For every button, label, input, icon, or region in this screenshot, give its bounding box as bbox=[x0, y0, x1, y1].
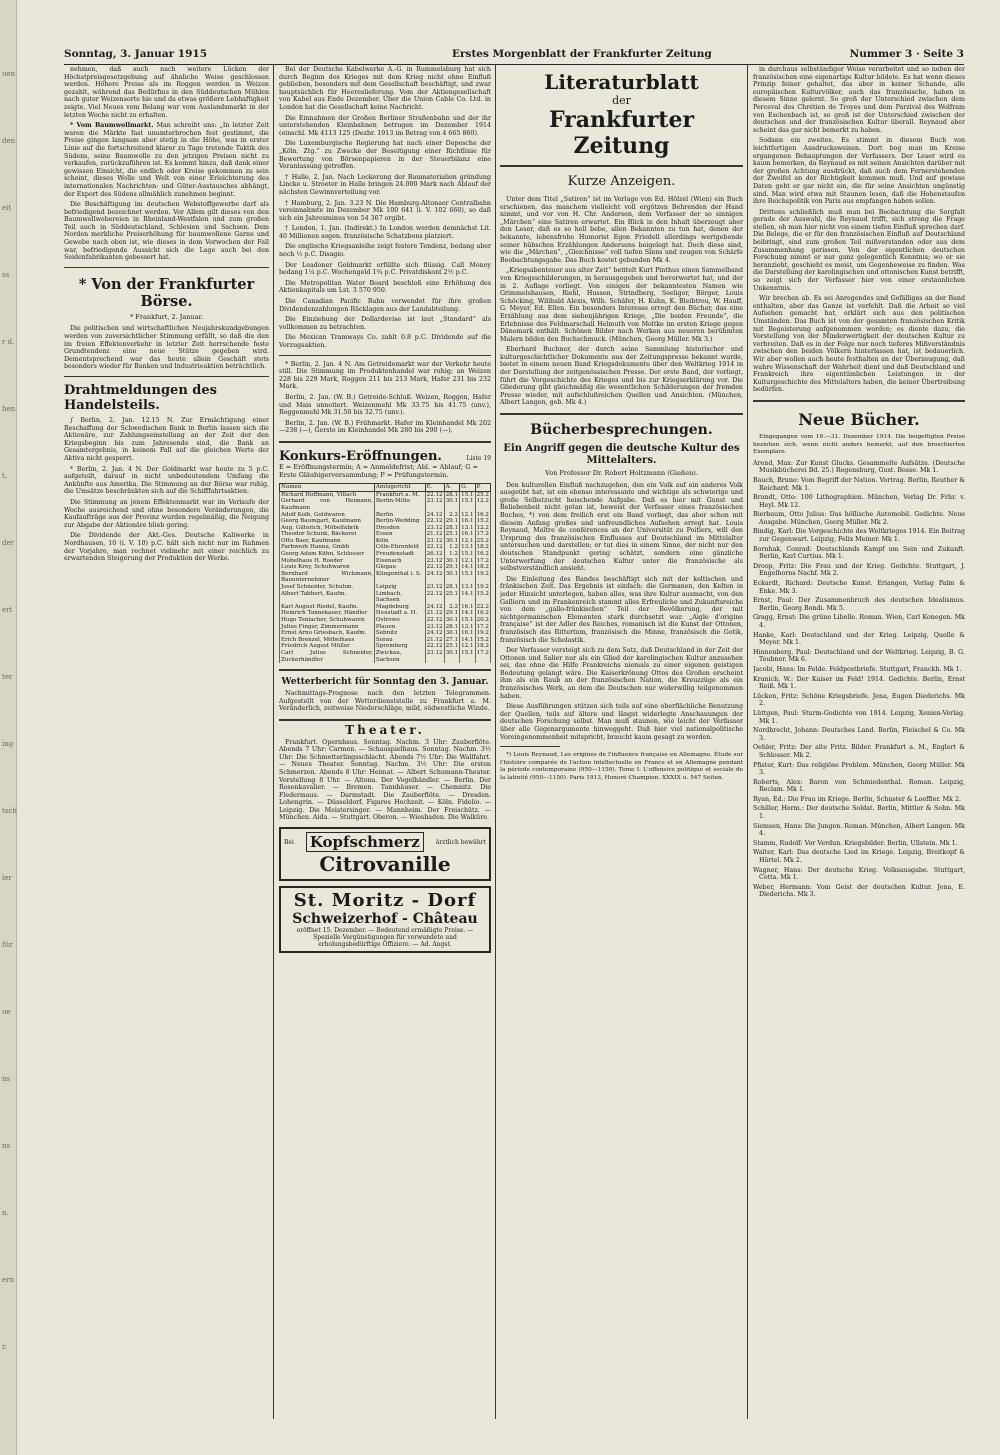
article-text: Bei der Deutsche Kabelwerke A.-G. in Rummelsburg hat sich durch Beginn des Krieges mit dem Krieg nicht ohne Einfluß geblieben, besonders mit dem Gesellschaft beschäftigt, und zwar hauptsächlich für Heereslieferung. Vom der Aktiengesellschaft von Kabel aus Ende Dezember. Über die Union Cable Co. Ltd. in London hat die Gesellschaft keine Nachricht. bbox=[279, 66, 491, 111]
ad-headline: St. Moritz - Dorf bbox=[293, 890, 477, 912]
header-masthead: Erstes Morgenblatt der Frankfurter Zeitung bbox=[452, 48, 712, 60]
section-heading-konkurse: Konkurs-Eröffnungen. bbox=[279, 448, 442, 464]
table-cell: Ernst Arno Griesbach, Kaufm. bbox=[280, 630, 375, 637]
article-text: Berlin, 2. Jan. (W. B.) Frühmarkt. Hafer im Kleinhandel Mk 202—238 (—), Gerste im Kleinhandel Mk 280 bis 290 (—). bbox=[279, 419, 491, 435]
table-cell: Bernhard Wickmann, Bauunternehmer bbox=[281, 570, 373, 584]
table-cell: 14.1 bbox=[461, 610, 474, 617]
table-row bbox=[280, 498, 491, 511]
list-item: Ernst, Paul: Der Zusammenbruch des deutschen Idealismus. Berlin, Georg Bondi. Mk 5. bbox=[753, 597, 965, 612]
table-cell: 14.1 bbox=[461, 564, 474, 571]
table-cell: Berlin-Wedding bbox=[374, 518, 425, 525]
table-cell: 12.1 bbox=[461, 643, 474, 650]
column-literaturblatt bbox=[500, 66, 743, 1416]
article-text: Die Einleitung des Bandes beschäftigt sich mit der keltischen und fränkischen Zeit. Das Ergebnis ist einfach: die Germanen, den Kelten in jeder Hinsicht unterlegen, haben alles, was ihre Kultur ausmacht, von den Galliern und im Frankenreich stammt alles Erfreuliche und Zukunftsreiche von dem „gallo-fränkischen“ Teil der Bevölkerung, der mit nichtgermanischen Elementen stark durchsetzt war. „Aigle d'origine française“ ist der Adler des Reiches, romanisch ist die Kunst der Ottonen, französisch das Rittertum, französisch die Minne, französisch die Gotik, französisch die Scholastik. bbox=[500, 575, 743, 644]
table-cell: Eisenach bbox=[374, 558, 425, 565]
article-text: Die englische Kriegsanleihe zeigt festere Tendenz, bedang aber noch ½ p.C. Disagio. bbox=[279, 243, 491, 259]
list-item: Bierbaum, Otto Julius: Das höllische Automobil. Gedichte. Neue Ausgabe. München, Georg Müller. Mk 2. bbox=[753, 511, 965, 526]
table-cell: 15.1 bbox=[461, 617, 474, 623]
strip-fragment: ing bbox=[2, 740, 14, 748]
table-cell: 12.2 bbox=[475, 498, 490, 511]
table-cell: 23.12 bbox=[426, 537, 443, 544]
table-row bbox=[280, 512, 491, 519]
table-cell: Plauen bbox=[374, 624, 425, 631]
strip-fragment: ss bbox=[2, 271, 10, 279]
list-item: Gragg, Ernst: Die grüne Libelle. Roman. Wien, Carl Konegen. Mk 4. bbox=[753, 614, 965, 629]
table-cell: Richard Hoffmann, Villach bbox=[280, 491, 375, 498]
table-cell: 24.12 bbox=[426, 603, 443, 610]
table-cell: Mobelhaus H. Roeder bbox=[280, 558, 375, 565]
konkurse-table bbox=[279, 483, 491, 663]
table-cell: 15.1 bbox=[461, 491, 474, 498]
table-cell: 22.12 bbox=[425, 591, 444, 604]
strip-fragment: r. bbox=[2, 1343, 7, 1351]
table-cell: Klingenthal i. S. bbox=[374, 571, 425, 584]
table-cell: 21.12 bbox=[426, 531, 443, 538]
table-cell: Friedrich August Müller bbox=[280, 643, 375, 650]
table-cell: 29.1 bbox=[445, 518, 459, 525]
article-text: Berlin, 2. Jan. (W. B.) Getreide-Schluß. Weizen, Roggen, Hafer und Mais unnotiert. Weizenmehl Mk 33.75 bis 41.75 (unv.), Roggenmehl Mk 31.50 bis 32.75 (unv.). bbox=[279, 393, 491, 417]
book-list bbox=[753, 460, 965, 899]
article-heading: * Vom Baumwollmarkt. bbox=[70, 122, 154, 130]
divider bbox=[753, 400, 965, 402]
table-cell: 27.1 bbox=[445, 636, 459, 643]
table-cell: 29.1 bbox=[445, 564, 459, 571]
table-cell: 26.12 bbox=[426, 551, 443, 558]
table-header-cell: Amtsgericht bbox=[374, 484, 425, 492]
table-cell: 14.1 bbox=[460, 591, 475, 604]
table-cell: Magdeburg bbox=[374, 604, 425, 611]
divider bbox=[500, 413, 743, 415]
table-cell: 15.1 bbox=[460, 498, 475, 511]
section-heading-boerse: * Von der Frankfurter Börse. bbox=[78, 275, 255, 310]
list-item: Nordbrecht, Johann: Deutsches Land. Berlin, Fleischel & Co. Mk 3. bbox=[753, 727, 965, 742]
divider bbox=[279, 719, 491, 721]
table-cell: 16.1 bbox=[461, 531, 474, 538]
table-cell: Albert Tabbert, Kaufm. bbox=[280, 591, 375, 604]
table-cell: 30.1 bbox=[445, 630, 459, 637]
review-text: Unter dem Titel „Satiren“ ist im Verlage von Ed. Hölzel (Wien) ein Buch erschienen, das manchem vielleicht voll ergötzen Behrenden der Hand nimmt, und vor von H. Chr. Andersen, dem Verfasser der so sinnigen „Märchen“ eine Satiren erwartet. Ein Blick in den Inhalt überzeugt aber den Leser, daß es so hell bebe, allen Bekannten zu tun hat, denen der bekannte, lebensfrohe Humorist Egon Friedell allerdings wertgebende seiner hübschen Erzählungen Andersens beigelegt hat. Doch diese sind, wie die „Märchen“, „Gleichnisse“ voll tiefen Sinns und zeugen von Schärfe Beobachtungsgabe. Das Buch kostet gebunden Mk 4. bbox=[500, 196, 743, 264]
article-text: Den kulturellen Einfluß nachzugehen, den ein Volk auf ein anderes Volk ausgeübt hat, ist ein ebenso interessante und wichtige als schwierige und große Selbstzucht heischende Aufgabe. Daß es hier mit Gunst und Beliebenheit nicht getan ist, beweist der Verfasser eines französischen Buches, *) von dem freilich erst ein Band vorliegt, das aber schon mit diesem Anfang großes und unfreundliches Aufsehen erregt hat. Louis Reynaud, Maître de conférences an der Universität zu Poitiers, will den Ursprung des französischen Einflusses auf Deutschland im Mittelalter untersuchen und darstellen; er tut dies in einem Sinne, der nicht nur den deutschen Standpunkt gering schätzt, sondern eine gänzliche Unterwerfung der deutschen Kultur unter die französische als selbstverständlich ansieht. bbox=[500, 481, 743, 573]
list-item: Eckardt, Richard: Deutsche Kunst. Erlangen, Verlag Palm & Enke. Mk 3. bbox=[753, 580, 965, 595]
table-cell: Hugo Tenlacher, Schuhwaren bbox=[280, 617, 375, 624]
table-row bbox=[280, 551, 491, 558]
table-row bbox=[280, 558, 491, 565]
table-cell: 15.1 bbox=[460, 650, 475, 663]
divider bbox=[279, 669, 491, 671]
table-cell: 22.12 bbox=[426, 643, 443, 650]
table-cell: 24.12 bbox=[425, 571, 444, 584]
column-rule bbox=[495, 64, 496, 1419]
table-cell: 23.12 bbox=[426, 557, 443, 564]
article-text: Drittens schließlich muß man bei Beobachtung die Sorgfalt gerade der Auswahl, die Reynaud trifft, sich streng die Frage stellen, ob man hier nicht von einem tiefen Einfluß sprechen darf. Die Belege, die er für den französischen Einfluß auf Deutschland beibringt, sind zum großen Teil mißverstanden oder aus dem Zusammenhang gerissen. Von der eigentlichen deutschen Forschung nimmt er nur ganz gelegentlich Kenntnis; wo er sie heranzieht, geschieht es meist, um Gegenbeweise zu finden. Was die Darstellung der karolingischen und ottonischen Kunst betrifft, so zeigt sich der Verfasser hier von einer erstaunlichen Unkenntnis. bbox=[753, 208, 965, 292]
table-header-row bbox=[280, 484, 491, 492]
table-row bbox=[280, 538, 491, 545]
strip-fragment: ue bbox=[2, 1008, 11, 1016]
table-cell: 2.2 bbox=[444, 604, 459, 611]
table-cell: 13.1 bbox=[461, 524, 474, 531]
divider bbox=[279, 355, 491, 356]
page-header bbox=[64, 46, 964, 65]
strip-fragment: ert bbox=[2, 606, 13, 614]
article-text: Der Leadoner Goldmarkt erfüllte sich flüssig. Call Money bedang 1¼ p.C. Wochengeld 1¾ p.C. Privatdiskont 2½ p.C. bbox=[279, 261, 491, 277]
table-cell: 25.1 bbox=[444, 591, 459, 604]
table-cell: 22.12 bbox=[426, 491, 443, 498]
section-heading-neue-buecher: Neue Bücher. bbox=[798, 409, 920, 429]
table-header-cell: E. bbox=[425, 484, 444, 492]
column-rule bbox=[747, 64, 748, 1419]
list-item: Roberts, Alex: Baron von Schmiedenthal. Roman. Leipzig, Reclam. Mk 1. bbox=[753, 778, 965, 794]
article-text: nehmen, daß auch nach weitere Lücken der Höchstpreisgesetzgebung auf ähnliche Weise geschlossen werden. Höhere Preise als im Roggen werden in Weizen gezahlt, während das Bedürfnis in den Süddeutschen Mühlen nach guter Weizensorte hie und da etwas größere Lebhaftigkeit zeigte. Viel Neues vom Belang war vom Auslandsmarkt in der letzten Woche nicht zu erhalten. bbox=[64, 66, 269, 119]
table-cell: 22.12 bbox=[426, 564, 443, 571]
table-cell: Karl August Riedel, Kaufm. bbox=[280, 604, 375, 611]
table-cell: 24.12 bbox=[426, 630, 443, 637]
ad-headline: Kopfschmerz bbox=[306, 832, 424, 852]
table-row bbox=[280, 604, 491, 611]
masthead-line: der bbox=[612, 94, 631, 107]
table-cell: Otto Baer, Kaufmann bbox=[280, 538, 375, 545]
table-cell: 17.2 bbox=[476, 531, 489, 538]
table-cell: 30.1 bbox=[444, 571, 459, 584]
table-cell: 12.1 bbox=[461, 537, 474, 544]
section-heading-kurze-anzeigen: Kurze Anzeigen. bbox=[567, 174, 676, 189]
table-cell: 15.2 bbox=[476, 636, 489, 643]
table-cell: 12.2 bbox=[476, 524, 489, 531]
theater-listings: Frankfurt. Opernhaus. Sonntag. Nachm. 3 Uhr: Zauberflöte. Abends 7 Uhr: Carmen. — Schauspielhaus. Sonntag. Nachm. 3½ Uhr: Die Schmetterlingsschlacht. Abends 7½ Uhr: Die Wallfahrt. — Neues Theater. Sonntag. Nachm. 3½ Uhr: Die ersten Schmerzen. Abends 8 Uhr: Heimat. — Albert Schumann-Theater. Vorstellung 8 Uhr. — Altona. Der Vogelhändler. — Berlin. Der Rosenkavalier. — Bremen. Tannhäuser. — Chemnitz. Die Fledermaus. — Darmstadt. Die Zauberflöte. — Dresden. Lohengrin. — Düsseldorf. Figaros Hochzeit. — Köln. Fidelio. — Leipzig. Die Meistersinger. — Mannheim. Der Freischütz. — München. Aida. — Stuttgart. Oberon. — Wiesbaden. Die Walküre. bbox=[279, 738, 491, 822]
table-cell: Julius Finger, Zimmermann bbox=[280, 624, 375, 631]
table-cell: 22.2 bbox=[476, 603, 489, 610]
table-cell: Glogau bbox=[374, 564, 425, 571]
table-cell: Ostrowo bbox=[374, 617, 425, 624]
table-header-cell: G. bbox=[460, 484, 475, 492]
table-cell: 13.1 bbox=[461, 544, 474, 551]
list-item: Jacobi, Hans: Im Felde. Feldpostbriefe. Stuttgart, Franckh. Mk 1. bbox=[753, 665, 962, 673]
strip-fragment: ter bbox=[2, 673, 13, 681]
table-cell: 13.1 bbox=[461, 584, 474, 591]
article-text: Die Canadian Pacific Bahn verwendet für ihre großen Dividendenzahlungen Rücklagen aus der Landabteilung. bbox=[279, 298, 491, 313]
weather-text: Nachmittags-Prognose nach den letzten Telegrammen. Aufgestellt von der Wetterdienststelle zu Frankfurt a. M. Veränderlich, zeitweise Niederschläge, mild, südwestliche Winde. bbox=[279, 690, 491, 713]
strip-fragment: ns bbox=[2, 1142, 11, 1150]
table-cell: 1.2 bbox=[444, 551, 459, 558]
table-cell: 23.12 bbox=[426, 524, 443, 531]
table-cell: 12.1 bbox=[461, 511, 474, 518]
table-cell: 15.2 bbox=[476, 518, 489, 525]
review-text: Eberhard Buchner, der durch seine Sammlung historischer und kulturgeschichtlicher Dokumente aus der Zeitungspresse bekannt wurde, bietet in einem neuen Band Kriegsdokumente über den Weltkrieg 1914 in der Darstellung der zeitgenössischen Presse. Der erste Band, der vorliegt, führt die Vorgeschichte des Krieges und bis zur Kriegserklärung vor. Die Gliederung gibt gleichmäßig die wesentlichen Schilderungen der fremden Presse wieder, mit aufschlußreichen Quellen und Ansichten. (München, Albert Langen, geb. Mk 4.) bbox=[500, 346, 743, 407]
list-item: Hanke, Karl: Deutschland und der Krieg. Leipzig, Quelle & Meyer. Mk 1. bbox=[753, 631, 965, 647]
table-cell: 28.1 bbox=[445, 524, 459, 531]
list-item: Lüttgen, Paul: Sturm-Gedichte von 1914. Leipzig, Xenien-Verlag. Mk 1. bbox=[753, 709, 965, 725]
table-cell: Limbach, Sachsen bbox=[374, 591, 425, 604]
article-author: Von Professor Dr. Robert Holtzmann (Gießen). bbox=[545, 469, 698, 478]
table-cell: Theodor Schunk, Bäckerei bbox=[280, 531, 375, 538]
article-text: Man schreibt uns: „In letzter Zeit waren die Märkte fast unumterbrochen fest gestimmt, die Preise gingen langsam aber stetig in die Höhe, was in erster Linie auf die fortschreitend klarer zu Tage tretende Taktik des Südens, seine Baumwolle zu den jetzigen Preisen nicht zu verkaufen, zurückzuführen ist. Es kommt hinzu, daß dank einer gewissen Einsicht, die endlich oder Kreise gekommen zu sein scheint, dieses Wolle und Welt von einer Erleichterung des internationalen Nachrichten- und Güter-Austausches abhängt, der Export des Südens allmählich zunehmen beginnt. bbox=[64, 122, 269, 198]
list-item: Bindig, Karl: Die Vorgeschichte des Weltkrieges 1914. Ein Beitrag zur Gegenwart. Leipzig, Felix Meiner. Mk 1. bbox=[753, 528, 965, 544]
table-cell: 30.1 bbox=[445, 617, 459, 623]
table-cell: Spremberg bbox=[374, 643, 425, 650]
article-text: Die Dividende der Akt.-Ges. Deutsche Kaliwerke in Nordhausen, 10 (i. V. 10) p.C. hält sich nicht nur im Rahmen der Vorjahre, man rechnet vielmehr mit einer reichlich zu erwartenden Steigerung der Produktion der Werke. bbox=[64, 532, 269, 563]
konkurse-legend: E = Eröffnungstermin; A = Anmeldefrist; Abl. = Ablauf; G = Erste Gläubigerversammlung; P = Prüfungstermin. bbox=[279, 462, 478, 479]
table-cell: 2.2 bbox=[444, 512, 459, 519]
article-text: Sodann ein zweites. Es stimmt in diesem Buch von leichtfertigen Ausdrucksweisen. Dort bog man im Kreise ergangenen Behauptungen der Verfassers. Der Leser wird es kaum bemerken, da Reynaud es mit seinen Ansichten darüber mit der großen Achtung ausdrückt, daß auch dem Fernerstehenden der Zweifel an der Richtigkeit kommen muß. Und auf gewisse Daten geht er gar nicht ein, die für seine Ansichten ungünstig sind. Man wird etwa mit Staunen lesen, daß die Hohenstaufen ihre Reichspolitik von Paris aus empfangen haben sollen. bbox=[753, 137, 965, 206]
table-header-cell: A. bbox=[444, 484, 459, 492]
table-cell: 19.2 bbox=[476, 630, 489, 637]
table-cell: 28.1 bbox=[445, 584, 459, 591]
table-header-cell: P. bbox=[475, 484, 490, 492]
list-item: Ryan, Ed.: Die Frau im Kriege. Berlin, Schuster & Loeffler. Mk 2. bbox=[753, 795, 961, 803]
table-cell: Cöln-Ehrenfeld bbox=[374, 544, 425, 551]
table-cell: 16.1 bbox=[461, 630, 474, 637]
column-rule bbox=[273, 64, 274, 1419]
article-text: ∫ Berlin, 2. Jan. 12.15 N. Zur Ermächtigung einer Beschaffung der Schwedischen Bank in Berlin lassen sich die Aktionäre, zur Zahlungseinstellung an der Zeit der den Kriegsbeginn bis zum Jahresende sind, die Bank an Gesamtergebnis, in keinem Fall auf die gleichen Werte der Aktiva nicht gesperrt. bbox=[64, 417, 269, 462]
advertisement-citrovanille bbox=[279, 827, 491, 881]
table-cell: Erich Brenzel, Möbelhaus bbox=[280, 637, 375, 644]
table-cell: 25.1 bbox=[445, 643, 459, 650]
table-row bbox=[280, 643, 491, 650]
section-heading-buecherbesprechungen: Bücherbesprechungen. bbox=[530, 422, 713, 439]
table-cell: 19.2 bbox=[476, 584, 489, 591]
advertisement-st-moritz bbox=[279, 886, 491, 953]
table-cell: 15.1 bbox=[461, 551, 474, 558]
table-row bbox=[280, 544, 491, 551]
list-item: Brandt, Otto: 100 Lithographien. München, Verlag Dr. Frhr. v. Heyl. Mk 12. bbox=[753, 494, 965, 509]
table-cell: 30.1 bbox=[444, 650, 459, 663]
strip-fragment: hen bbox=[2, 405, 16, 413]
list-item: Siemsen, Hans: Die Jungen. Roman. München, Albert Langen. Mk 4. bbox=[753, 822, 965, 838]
list-item: Walter, Karl: Das deutsche Lied im Kriege. Leipzig, Breitkopf & Härtel. Mk 2. bbox=[753, 849, 965, 865]
table-cell: 30.1 bbox=[444, 498, 459, 511]
table-cell: 21.12 bbox=[426, 636, 443, 643]
list-item: Hinnenberg, Paul: Deutschland und der Weltkrieg. Leipzig, B. G. Teubner. Mk 6. bbox=[753, 648, 965, 664]
list-item: Schiller, Herm.: Der deutsche Soldat. Berlin, Mittler & Sohn. Mk 1. bbox=[753, 805, 965, 821]
table-cell: 25.2 bbox=[476, 537, 489, 544]
article-text: Die politischen und wirtschaftlichen Neujahrskundgebungen werden von zuversichtlicher Stimmung erfüllt, so daß die den im freien Effektenverkehr in letzter Zeit herrschende feste Grundtendenz eine neue Stütze gegeben wird. Dementsprechend war das heute allein Geschäft stets besonders wieder für Banken und Industrieaktien beträchtlich. bbox=[64, 325, 269, 371]
table-cell: Aug. Gilterich, Möbelfabrik bbox=[280, 525, 375, 532]
literaturblatt-masthead bbox=[500, 70, 743, 159]
table-cell: 17.2 bbox=[476, 557, 489, 564]
article-text: Die Einnahmen der Großen Berliner Straßenbahn und der ihr unterstehenden Kleinbahnen betrugen im Dezember 1914 (einschl. Mk 4113 125 (Dezbr. 1913 im Betrag von 4 665 860). bbox=[279, 114, 491, 137]
konkurse-heading-row bbox=[279, 449, 491, 464]
table-cell: 17.2 bbox=[475, 650, 490, 663]
article-text: Die Mexican Tramways Co. zahlt 0.8 p.C. Dividende auf die Vorzugsaktien. bbox=[279, 334, 491, 349]
table-row bbox=[280, 650, 491, 663]
table-cell: 18.2 bbox=[476, 544, 489, 551]
divider bbox=[279, 441, 491, 443]
article-text: Der Verfasser versteigt sich zu dem Satz, daß Deutschland in der Zeit der Ottonen und Salier nur als ein Glied der karolingischen Kultur anzusehen sei, das ohne die Hilfe Frankreichs niemals zu einer eigenen geistigen Bedeutung gelangt wäre. Die Kaiserkrönung Ottos des Großen erscheint ihm als ein Raub an der französischen Nation, die Kreuzzüge als ein französisches Werk, an dem die Deutschen nur widerwillig teilgenommen haben. bbox=[500, 647, 743, 700]
table-cell: 1.2 bbox=[444, 544, 459, 551]
table-row bbox=[280, 571, 491, 584]
list-item: Arend, Max: Zur Kunst Glucks. Gesammelte Aufsätze. (Deutsche Musikbücherei Bd. 25.) Regensburg, Gust. Bosse. Mk 1. bbox=[753, 459, 965, 475]
masthead-line: Literaturblatt bbox=[544, 70, 699, 94]
table-cell: 28.1 bbox=[445, 491, 459, 498]
review-text: „Kriegsabenteuer aus alter Zeit“ betitelt Kurt Pinthus einen Sammelband von Kriegsschilderungen, in herausgegeben und bevorwortet hat, und der in 2. Auflage vorliegt. Von einigen der bekanntesten Namen wie Grimmelshausen, Riehl, Hussen, Strindberg, Seeliger, Börger, Louis Schöcking, Wilibald Alexis, Wilh. Schäfer, H. Kuhn, K. Bleibtreu, W. Hauff, G. Meyer, Ed. Ellen. Ein besonders Interesse erregt den Bücher, das eine Erzählung aus dem siebenjährigen Kriege, „Die beiden Freunde“, die Erlebnisse des Feldmarschall Helmuth von Moltke im ersten Kriege gegen Dänemark enthält. Schönen Bilder nach Werken aus neueren berühmten Malern bilden den Buchschmuck. (München, Georg Müller. Mk 3.) bbox=[500, 267, 743, 343]
strip-fragment: n. bbox=[2, 1209, 9, 1217]
table-cell: 18.2 bbox=[476, 564, 489, 571]
list-item: Droop, Fritz: Die Frau und der Krieg. Gedichte. Stuttgart, J. Engelhorns Nachf. Mk 2. bbox=[753, 562, 965, 578]
article-text: † Hamburg, 2. Jan. 3.23 N. Die Hamburg-Altonaer Centralbahn vereinnahmte im Dezember Mk 100 641 (i. V. 102 660), so daß sich ein Jahresminus von 54 367 ergibt. bbox=[279, 199, 491, 222]
section-heading-theater: Theater. bbox=[345, 722, 425, 737]
section-heading-wetter: Wetterbericht für Sonntag den 3. Januar. bbox=[281, 677, 489, 688]
table-cell: 28.1 bbox=[445, 623, 459, 630]
table-row bbox=[280, 617, 491, 624]
table-cell: Neustadt a. H. bbox=[374, 610, 425, 617]
adjacent-page-strip bbox=[0, 0, 17, 1455]
column-nachrichten bbox=[279, 66, 491, 1416]
list-item: Oehler, Fritz: Der alte Fritz. Bilder. Frankfurt a. M., Englert & Schlosser. Mk 2. bbox=[753, 744, 965, 759]
table-cell: 30.1 bbox=[445, 557, 459, 564]
article-text: † London, 1. Jan. (Indirekt.) In London werden demnächst Lit. 40 Millionen sogen. französische Schatzbons platziert. bbox=[279, 225, 491, 240]
table-cell: Heinrich Tannekauer, Händler bbox=[280, 610, 375, 617]
table-cell: Georg Adam Kühn, Schlosser bbox=[280, 551, 375, 558]
header-page-number: Nummer 3 · Seite 3 bbox=[849, 48, 964, 60]
table-cell: Georg Baumgart, Kaufmann bbox=[280, 518, 375, 525]
list-item: Bornhak, Conrad: Deutschlands Kampf um Sein und Zukunft. Berlin, Karl Curtius. Mk 1. bbox=[753, 545, 965, 561]
table-cell: 25.2 bbox=[476, 491, 489, 498]
table-cell: 24.12 bbox=[426, 511, 443, 518]
table-cell: 13.1 bbox=[461, 623, 474, 630]
table-cell: Adolf Kolb, Goldwaren bbox=[280, 512, 375, 519]
table-row bbox=[280, 531, 491, 538]
article-text: Die Stimmung an jenem Effektenmarkt war im Verlaufe der Woche ausreichend und ohne besondere Veränderungen, die Kaufaufträge aus der Provinz wurden regelmäßig, die Neigung zur Abgabe der Aktionäre blieb gering. bbox=[64, 498, 269, 529]
table-cell: Dresden bbox=[374, 525, 425, 532]
column-fortsetzung bbox=[753, 66, 965, 1416]
list-item: Wagner, Hans: Der deutsche Krieg. Volksausgabe. Stuttgart, Cotta. Mk 1. bbox=[753, 866, 965, 882]
table-cell: 16.1 bbox=[461, 603, 474, 610]
article-text: in durchaus selbständiger Weise verarbeitet und so neben der französischen eine eigenartige Kultur bildete. Es hat wenn dieses Prinzip feiner gehaltet, das aber in keiner Schande, alle europäischen Kulturvölker, auch das französische, haben in diesem Sinne gelernt. So groß der Unterschied zwischen dem Perceval des Chrétien de Troyes und dem Parzival des Wolfram von Eschenbach ist, so groß ist der Unterschied zwischen der deutschen und der französischen Kultur überall. Reynaud aber scheint das gar nicht bemerkt zu haben. bbox=[753, 66, 965, 134]
table-row bbox=[280, 584, 491, 591]
table-cell: Louis Krey, Schuhwaren bbox=[280, 564, 375, 571]
table-row bbox=[280, 518, 491, 525]
table-cell: 21.12 bbox=[426, 610, 443, 617]
list-item: Stamm, Rudolf: Vor Verdun. Kriegsbilder. Berlin, Ullstein. Mk 1. bbox=[753, 839, 958, 847]
strip-fragment: der bbox=[2, 539, 14, 547]
table-cell: 16.1 bbox=[461, 518, 474, 525]
strip-fragment: ns bbox=[2, 1075, 11, 1083]
table-cell: 29.1 bbox=[445, 610, 459, 617]
strip-fragment: r d. bbox=[2, 338, 15, 346]
divider bbox=[64, 376, 269, 377]
section-heading-drahtmeldungen: Drahtmeldungen des Handelsteils. bbox=[64, 383, 217, 413]
divider bbox=[500, 165, 743, 167]
table-cell: Berlin bbox=[374, 512, 425, 519]
ad-text: ärztlich bewährt bbox=[435, 838, 486, 846]
table-row bbox=[280, 491, 491, 498]
table-cell: Zwickau, Sachsen bbox=[374, 650, 425, 663]
ad-subheadline: Schweizerhof - Château bbox=[292, 911, 478, 928]
list-item: Lücken, Fritz: Schöne Kriegsbriefe. Jena, Eugen Diederichs. Mk 2. bbox=[753, 692, 965, 708]
strip-fragment: t. bbox=[2, 472, 8, 480]
ad-text: eröffnet 15. Dezember. — Bedeutend ermäßigte Preise. — Spezielle Vergünstigungen für verwundete und erholungsbedürftige Offiziere. — Ad. Angst. bbox=[296, 927, 474, 949]
table-cell: 18.2 bbox=[476, 643, 489, 650]
table-cell: 22.12 bbox=[426, 544, 443, 551]
table-cell: 23.12 bbox=[426, 623, 443, 630]
list-item: Pfister, Kurt: Das religiöse Problem. München, Georg Müller. Mk 3. bbox=[753, 761, 965, 777]
table-cell: 25.1 bbox=[445, 531, 459, 538]
article-title: Ein Angriff gegen die deutsche Kultur des Mittelalters. bbox=[503, 443, 740, 467]
article-text: Diese Ausführungen stützen sich teils auf eine oberflächliche Benutzung der Quellen, teils auf ältere und längst widerlegte Anschauungen der deutschen Forschung selbst. Man muß staunen, wie leicht der Verfasser über alle Gegenargumente hinweggeht. Daß hier viel nationalpolitische Voreingenommenheit mitspricht, braucht kaum gesagt zu werden. bbox=[500, 703, 743, 741]
table-cell: Gerhard von Heimann, Kaufmann bbox=[281, 498, 373, 511]
table-cell: Berlin-Mitte bbox=[374, 498, 425, 511]
table-cell: 23.12 bbox=[425, 650, 444, 663]
article-text: Die Luxemburgische Regierung hat nach einer Depesche der „Köln. Ztg.“ zu Zwecke der Beseitigung einer Richtlinie für Bewertung von Börsenpapieren in der Steuerbilanz eine Veranlassung getroffen. bbox=[279, 140, 491, 171]
strip-fragment: tsch bbox=[2, 807, 17, 815]
strip-fragment: ler bbox=[2, 874, 12, 882]
divider bbox=[64, 267, 269, 268]
strip-fragment: uen bbox=[2, 70, 16, 78]
dateline: * Frankfurt, 2. Januar. bbox=[130, 312, 203, 321]
table-cell: 14.1 bbox=[461, 636, 474, 643]
list-item: Bauch, Bruno: Vom Begriff der Nation. Vortrag. Berlin, Reuther & Reichard. Mk 1. bbox=[753, 476, 965, 492]
table-cell: 23.12 bbox=[425, 498, 444, 511]
table-cell: 17.2 bbox=[476, 623, 489, 630]
table-cell: Carl Julius Schneider, Zuckerhändler bbox=[281, 649, 373, 663]
table-cell: 23.12 bbox=[426, 584, 443, 591]
table-header-cell: Namen bbox=[280, 484, 375, 492]
footnote: *) Louis Reynaud, Les origines de l'influence française en Allemagne. Étude sur l'histoire comparée de l'action intellectuelle en France et en Allemagne pendant la période contemporaine (950—1150). Tome I: L'offensive politique et sociale de la latinité (950—1150). Paris 1913, Honoré Champion. XXXIX u. 547 Seiten. bbox=[500, 752, 743, 781]
konkurse-list-number: Liste 19 bbox=[466, 454, 491, 462]
strip-fragment: ern bbox=[2, 1276, 14, 1284]
table-row bbox=[280, 591, 491, 604]
strip-fragment: für bbox=[2, 941, 13, 949]
article-text: Die Einziehung der Dollardevise ist laut „Standard“ als vollkommen zu betrachten. bbox=[279, 316, 491, 331]
table-cell: Sebnitz bbox=[374, 630, 425, 637]
divider bbox=[500, 746, 560, 747]
table-cell: 15.1 bbox=[460, 571, 475, 584]
table-cell: Köln bbox=[374, 538, 425, 545]
table-cell: Leipzig bbox=[374, 584, 425, 591]
article-text: Die Metropolitan Water Board beschloß eine Erhöhung des Aktienkapitals um Lst. 3 570 950. bbox=[279, 279, 491, 295]
article-text: † Halle, 2. Jan. Nach Lockerung der Baumaterialien gründung Lincke u. Stroeter in Halle bringen 24.000 Mark nach Ablauf der nächsten Gewinnverteilung vor. bbox=[279, 173, 491, 196]
strip-fragment: den bbox=[2, 137, 16, 145]
article-text: * Berlin, 2. Jan. 4 N. Am Getreidemarkt war der Verkehr heute still. Die Stimmung im Produktenhandel war ruhig; an Weizen 228 bis 229 Mark, Roggen 211 bis 213 Mark, Hafer 231 bis 232 Mark. bbox=[279, 360, 491, 391]
masthead-line: Frankfurter Zeitung bbox=[548, 107, 695, 159]
table-cell: 22.12 bbox=[426, 617, 443, 623]
list-item: Weber, Hermann: Vom Geist der deutschen Kultur. Jena, E. Diederichs. Mk 3. bbox=[753, 883, 965, 899]
table-row bbox=[280, 624, 491, 631]
table-cell: 12.1 bbox=[461, 557, 474, 564]
list-item: Kranich, W.: Der Kaiser im Feld! 1914. Gedichte. Berlin, Ernst Reiß. Mk 1. bbox=[753, 675, 965, 691]
column-handel bbox=[64, 66, 269, 1416]
table-cell: Frankfurt a. M. bbox=[374, 491, 425, 498]
header-date: Sonntag, 3. Januar 1915 bbox=[64, 48, 208, 60]
ad-brand: Citrovanille bbox=[319, 852, 451, 877]
table-row bbox=[280, 525, 491, 532]
article-text: * Berlin, 2. Jan. 4 N. Der Goldmarkt war heute zu 5 p.C. aufgeteilt, darauf in nicht unbedeutendem Umfang die Ankünfte aus Amerika. Die Stimmung an der Börse war ruhig, die Umsätze beschränkten sich auf die Schifffahrtsaktien. bbox=[64, 465, 269, 496]
neue-buecher-intro: Eingegangen vom 16.—31. Dezember 1914. Die beigefügten Preise beziehen sich, wenn nicht anders bemerkt, auf den broschierten Exemplare. bbox=[753, 433, 965, 456]
table-cell: 22.12 bbox=[426, 518, 443, 525]
table-cell: 16.2 bbox=[476, 610, 489, 617]
table-row bbox=[280, 610, 491, 617]
ad-text: Bei bbox=[284, 838, 294, 846]
strip-fragment: eit bbox=[2, 204, 12, 212]
table-cell: 16.2 bbox=[476, 551, 489, 558]
article-text: Wir brechen ab. Es sei Anregendes und Gefälliges an der Band enthalten, aber das Ganze ist verfehlt. Daß die Arbeit so viel Aufsehen gemacht hat, erklärt sich aus den politischen Umständen. Das Buch ist von der gesamten französischen Kritik mit Begeisterung aufgenommen worden; es diente dazu, die Vorstellung von der Minderwertigkeit der deutschen Kultur zu verbreiten. Daß es in der Folge nur noch tieferes Mißverständnis zwischen den beiden Völkern hinterlassen hat, ist bedauerlich. Wir aber wollen auch heute festhalten an der Überzeugung, daß wahre Wissenschaft der Wahrheit dient und daß Deutschland und Frankreich ihre eigentümlichen Leistungen in der Kulturgeschichte des Mittelalters haben, die keiner Übertreibung bedürfen. bbox=[753, 295, 965, 394]
table-cell: 15.2 bbox=[475, 591, 490, 604]
table-cell: 30.1 bbox=[445, 537, 459, 544]
table-cell: Sorau bbox=[374, 637, 425, 644]
table-cell: Farbwerk Hanna, Gmbh bbox=[280, 544, 375, 551]
table-cell: Josef Schneider, Schuhm. bbox=[280, 584, 375, 591]
table-cell: 16.2 bbox=[476, 511, 489, 518]
table-row bbox=[280, 564, 491, 571]
table-row bbox=[280, 637, 491, 644]
table-cell: 20.2 bbox=[476, 617, 489, 623]
article-text: Die Beschäftigung im deutschen Webstoffgewerbe darf als befriedigend bezeichnet werden. Vor Allem gilt dieses von den Baumwollwebereien in Rheinland-Westfalen und zum großen Teil auch in Süddeutschland, Schlesien und Sachsen. Dem Norden merkliche Preiserhöhung für baumwollene Garne und Gewebe nach oben ist, wie dieses in dem Vorwochen der Fall war, befriedigende Aussicht sich die Lage auch bei den Seidenfabrikanten gebessert hat. bbox=[64, 201, 269, 262]
table-cell: Essen bbox=[374, 531, 425, 538]
table-cell: 19.2 bbox=[475, 571, 490, 584]
table-cell: Freudenstadt bbox=[374, 551, 425, 558]
table-row bbox=[280, 630, 491, 637]
